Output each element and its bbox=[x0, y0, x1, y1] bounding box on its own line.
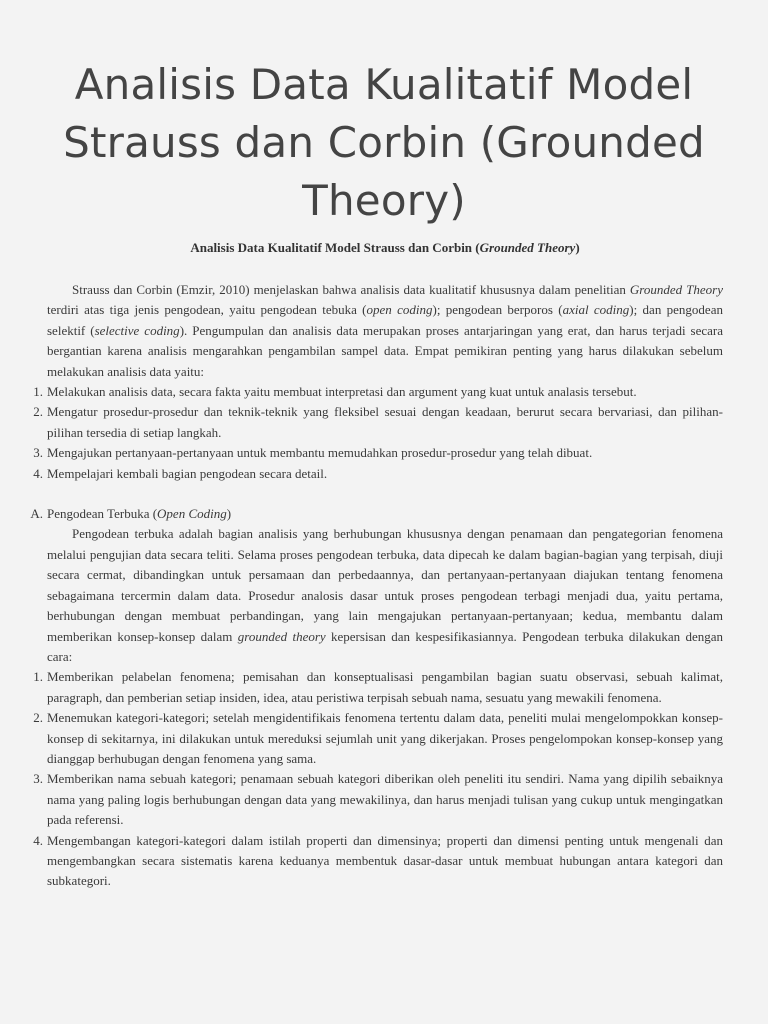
subheading-suffix: ) bbox=[575, 240, 580, 255]
list-item bbox=[33, 708, 723, 769]
list-number: 4. bbox=[33, 832, 43, 848]
section-letter: A. bbox=[30, 506, 43, 522]
section-title-suffix: ) bbox=[226, 506, 232, 522]
list-number: 3. bbox=[33, 771, 43, 787]
list-number: 2. bbox=[33, 710, 43, 726]
list-item-text: Menemukan kategori-kategori; setelah mengidentifikais fenomena tertentu dalam data, peneliti mulai mengelompokkan konsep-konsep di sekitarnya, ini dilakukan untuk mereduksi sejumlah unit yang dikerjakan. Proses pengelompokan konsep-konsep yang dianggap berhubugan dengan fenomena yang sama. bbox=[47, 710, 723, 766]
intro-italic-term: open coding bbox=[366, 302, 433, 318]
list-item bbox=[33, 382, 723, 402]
list-item-text: Mengatur prosedur-prosedur dan teknik-teknik yang fleksibel sesuai dengan keadaan, berurut secara bervariasi, dan pilihan-pilihan tersedia di setiap langkah. bbox=[47, 404, 723, 440]
list-item bbox=[33, 769, 723, 830]
intro-paragraph bbox=[47, 280, 723, 382]
list-number: 1. bbox=[33, 669, 43, 685]
subheading-text: Analisis Data Kualitatif Model Strauss dan Corbin ( bbox=[190, 240, 480, 255]
list-item bbox=[33, 831, 723, 892]
subheading-italic: Grounded Theory bbox=[479, 240, 576, 255]
intro-text: Strauss dan Corbin (Emzir, 2010) menjelaskan bahwa analisis data kualitatif khususnya dalam penelitian bbox=[72, 282, 630, 297]
section-title: Pengodean Terbuka ( bbox=[47, 506, 158, 522]
coding-steps-list bbox=[33, 667, 723, 891]
intro-text: ); pengodean berporos ( bbox=[432, 302, 563, 318]
list-item-text: Mengajukan pertanyaan-pertanyaan untuk membantu memudahkan prosedur-prosedur yang telah dibuat. bbox=[47, 445, 593, 461]
list-item-text: Memberikan nama sebuah kategori; penamaan sebuah kategori diberikan oleh peneliti itu sendiri. Nama yang dipilih sebaiknya nama yang paling logis berhubungan dengan data yang mewakilinya, dan harus menjadi tulisan yang cukup untuk mengingatkan pada referensi. bbox=[47, 771, 723, 828]
list-item bbox=[33, 443, 723, 463]
intro-text: terdiri atas tiga jenis pengodean, yaitu pengodean tebuka ( bbox=[47, 302, 367, 318]
intro-italic-term: selective coding bbox=[94, 322, 180, 338]
list-number: 3. bbox=[33, 445, 43, 461]
section-title-italic: Open Coding bbox=[157, 506, 227, 522]
list-item bbox=[33, 667, 723, 708]
list-number: 1. bbox=[33, 384, 43, 400]
list-item-text: Mempelajari kembali bagian pengodean secara detail. bbox=[47, 465, 328, 481]
list-item-text: Memberikan pelabelan fenomena; pemisahan dan konseptualisasi pengambilan bagian suatu observasi, sebuah kalimat, paragraph, dan pemberian setiap insiden, idea, atau peristiwa terpisah sebuah nama, sesuatu yang mewakili fenomena. bbox=[47, 669, 723, 705]
list-item-text: Mengembangan kategori-kategori dalam istilah properti dan dimensinya; properti dan dimensi penting untuk mengenali dan mengembangkan secara sistematis karena keduanya membentuk dasar-dasar untuk membuat hubungan antara kategori dan subkategori. bbox=[47, 832, 723, 889]
section-text: kepersisan dan kespesifikasiannya. Pengodean terbuka dilakukan dengan cara: bbox=[47, 628, 723, 664]
section-italic-term: grounded theory bbox=[237, 628, 326, 644]
document-body bbox=[30, 280, 723, 892]
principles-list bbox=[33, 382, 723, 484]
intro-italic-term: axial coding bbox=[562, 302, 630, 318]
intro-text: ); dan pengodean selektif ( bbox=[47, 302, 723, 338]
intro-text: ). Pengumpulan dan analisis data merupakan proses antarjaringan yang erat, dan harus terjadi secara bergantian karena analisis mengarahkan pengambilan sampel data. Empat pemikiran penting yang harus dilakukan sebelum melakukan analisis data yaitu: bbox=[47, 322, 723, 379]
list-number: 2. bbox=[33, 404, 43, 420]
intro-italic-term: Grounded Theory bbox=[629, 282, 723, 297]
section-a-paragraph bbox=[47, 524, 723, 667]
section-a-heading bbox=[30, 504, 723, 524]
list-item-text: Melakukan analisis data, secara fakta yaitu membuat interpretasi dan argument yang kuat untuk analasis tersebut. bbox=[47, 384, 637, 400]
section-text: Pengodean terbuka adalah bagian analisis yang berhubungan khususnya dengan penamaan dan pengategorian fenomena melalui pengujian data secara teliti. Selama proses pengodean terbuka, data dipecah ke dalam bagian-bagian yang terpisah, diuji secara cermat, dibandingkan untuk persamaan dan perbedaannya, dan pertanyaan-pertanyaan diajukan tentang fenomena sebagaimana tercermin dalam data. Prosedur analosis dasar untuk proses pengodean terbagi menjadi dua, yaitu pertama, berhubungan dengan membuat perbandingan, yang lain mengajukan pertanyaan-pertanyaan; kedua, membantu dalam memberikan konsep-konsep dalam bbox=[47, 526, 723, 644]
document-title: Analisis Data Kualitatif Model Strauss dan Corbin (Grounded Theory) bbox=[63, 60, 705, 225]
list-item bbox=[33, 402, 723, 443]
list-number: 4. bbox=[33, 465, 43, 481]
article-subheading bbox=[47, 240, 723, 256]
list-item bbox=[33, 464, 723, 484]
